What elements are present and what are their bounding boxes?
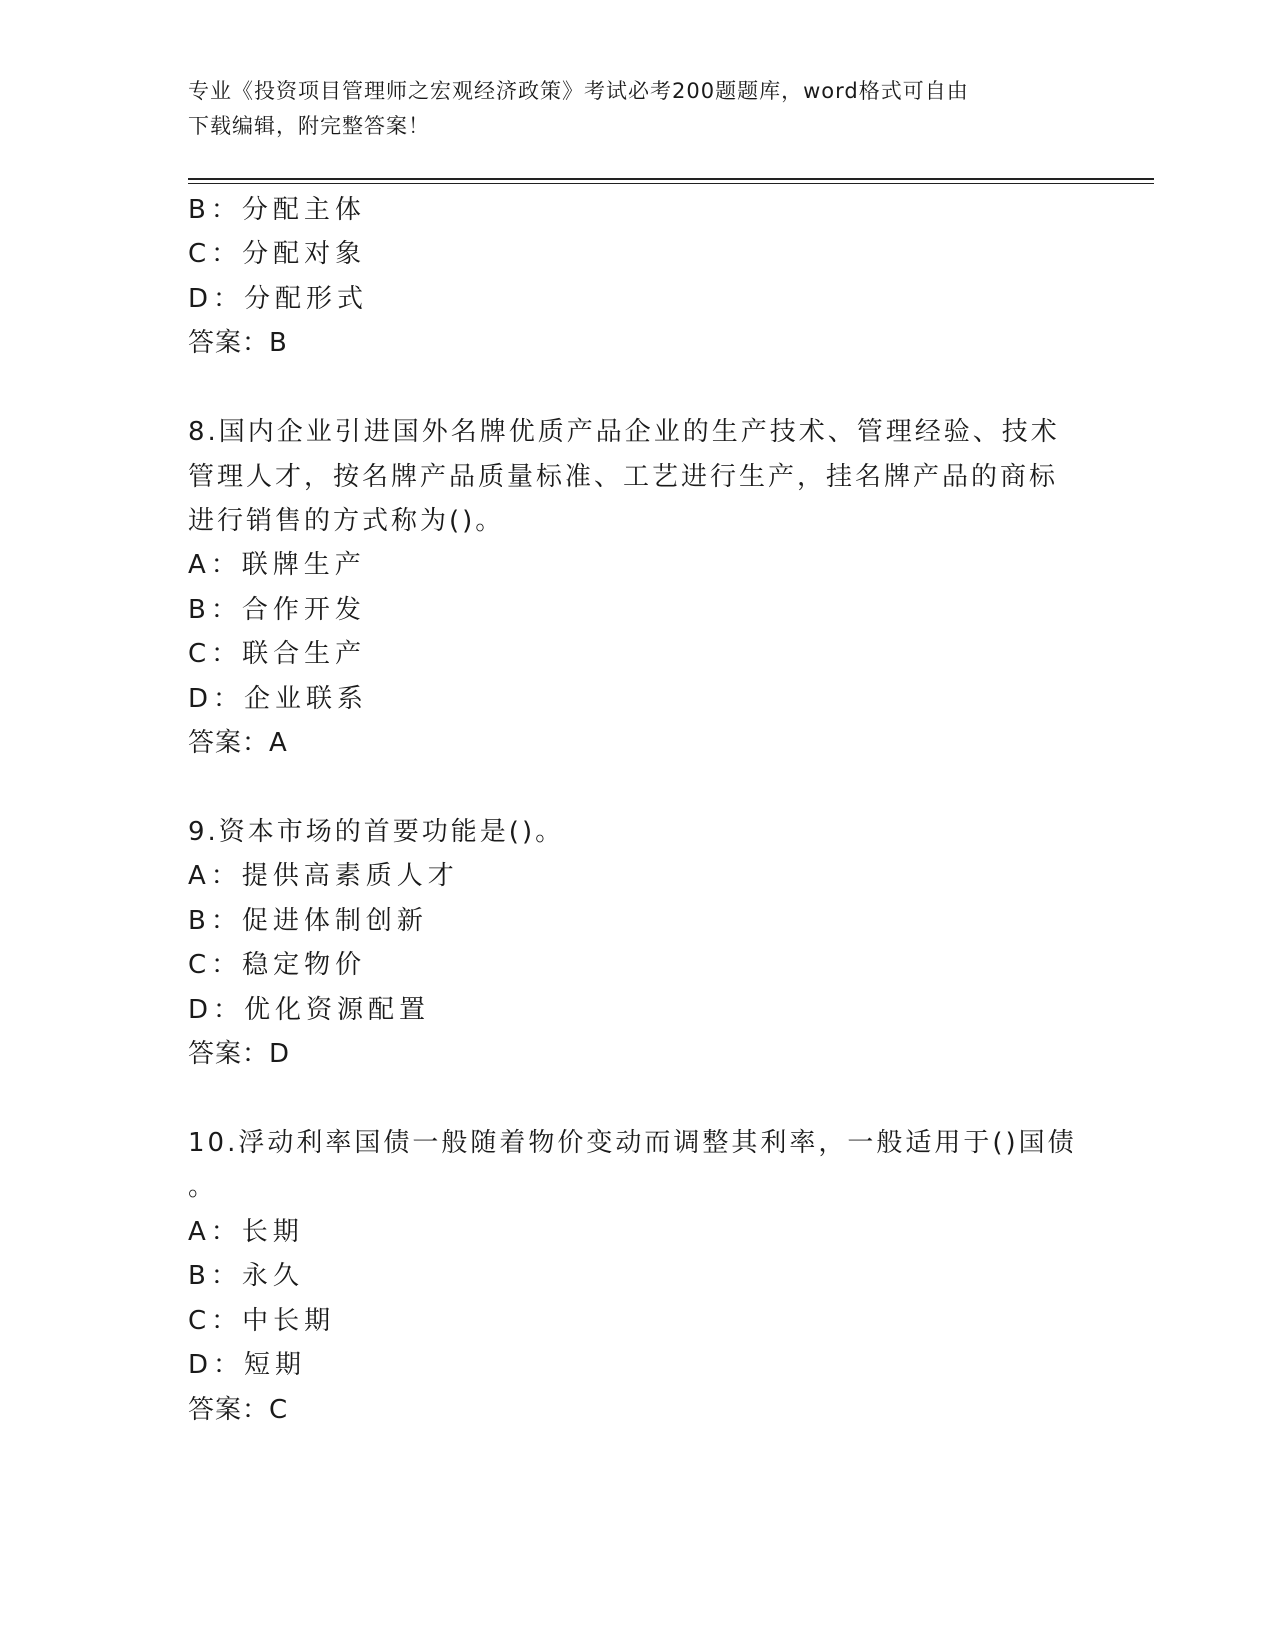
header-divider-thin bbox=[188, 183, 1154, 184]
q10-option-b: B：永久 bbox=[188, 1261, 304, 1291]
q8-text-line-3: 进行销售的方式称为()。 bbox=[188, 506, 505, 536]
q10-text-line-2: 。 bbox=[188, 1172, 218, 1202]
q9-option-d: D：优化资源配置 bbox=[188, 995, 431, 1025]
q10-text-line-1: 10.浮动利率国债一般随着物价变动而调整其利率，一般适用于()国债 bbox=[188, 1128, 1077, 1158]
q8-option-b: B：合作开发 bbox=[188, 595, 366, 625]
q7-option-c: C：分配对象 bbox=[188, 239, 367, 269]
header-line-2: 下载编辑，附完整答案！ bbox=[188, 114, 430, 138]
q8-option-c: C：联合生产 bbox=[188, 639, 367, 669]
q7-answer: 答案：B bbox=[188, 328, 288, 358]
q10-option-d: D：短期 bbox=[188, 1350, 307, 1380]
q10-answer: 答案：C bbox=[188, 1395, 289, 1425]
q10-option-a: A：长期 bbox=[188, 1217, 304, 1247]
q9-text-line-1: 9.资本市场的首要功能是()。 bbox=[188, 817, 565, 847]
q8-answer: 答案：A bbox=[188, 728, 288, 758]
q8-text-line-2: 管理人才，按名牌产品质量标准、工艺进行生产，挂名牌产品的商标 bbox=[188, 462, 1059, 492]
header-divider bbox=[188, 178, 1154, 180]
header-line-1: 专业《投资项目管理师之宏观经济政策》考试必考200题题库，word格式可自由 bbox=[188, 79, 969, 103]
document-header bbox=[188, 74, 1068, 144]
q9-option-c: C：稳定物价 bbox=[188, 950, 367, 980]
q9-option-b: B：促进体制创新 bbox=[188, 906, 428, 936]
q10-option-c: C：中长期 bbox=[188, 1306, 336, 1336]
q8-option-a: A：联牌生产 bbox=[188, 550, 366, 580]
q9-option-a: A：提供高素质人才 bbox=[188, 861, 459, 891]
q8-option-d: D：企业联系 bbox=[188, 684, 369, 714]
q8-text-line-1: 8.国内企业引进国外名牌优质产品企业的生产技术、管理经验、技术 bbox=[188, 417, 1060, 447]
q7-option-b: B：分配主体 bbox=[188, 195, 366, 225]
q7-option-d: D：分配形式 bbox=[188, 284, 369, 314]
q9-answer: 答案：D bbox=[188, 1039, 291, 1069]
